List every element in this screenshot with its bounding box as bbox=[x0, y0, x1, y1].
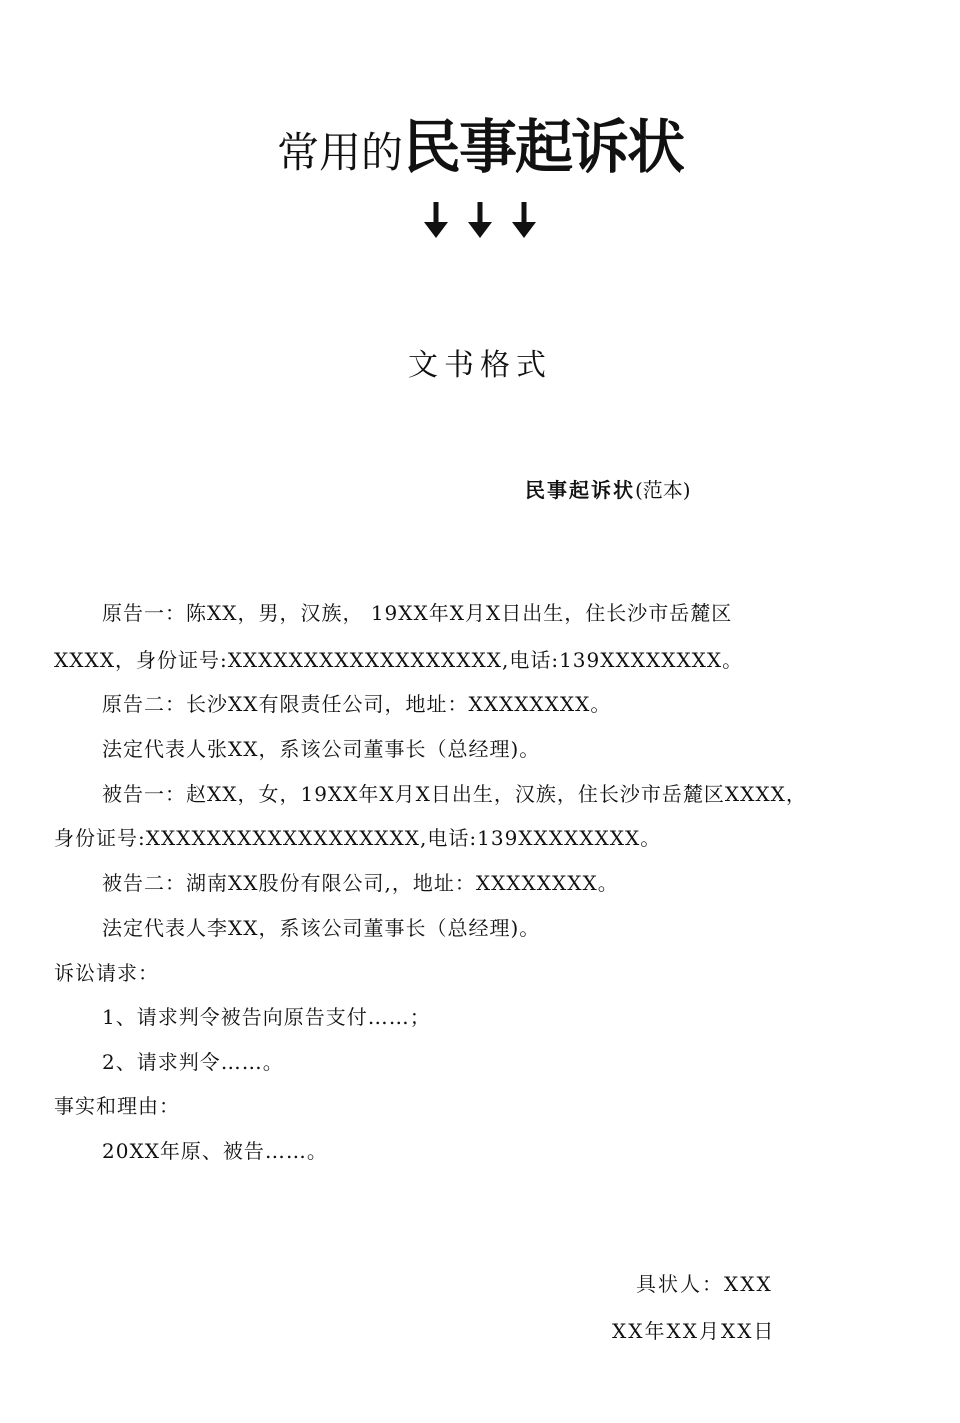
banner-title bbox=[0, 100, 960, 184]
defendant-2-representative: 法定代表人李XX，系该公司董事长（总经理)。 bbox=[102, 916, 541, 940]
banner-light-text: 常用的 bbox=[276, 128, 403, 177]
arrow-down-icon bbox=[465, 200, 495, 240]
claim-item-1: 1、请求判令被告向原告支付……； bbox=[102, 1005, 431, 1029]
document-heading-title: 民事起诉状 bbox=[525, 478, 635, 502]
plaintiff-1-line-2: XXXX，身份证号:XXXXXXXXXXXXXXXXXX,电话:139XXXXXXXX。 bbox=[54, 648, 744, 672]
document-heading bbox=[525, 474, 691, 503]
arrow-down-icon bbox=[421, 200, 451, 240]
signer-line: 具状人：XXX bbox=[636, 1272, 773, 1296]
format-title: 文书格式 bbox=[408, 348, 552, 383]
claims-heading: 诉讼请求： bbox=[54, 961, 159, 985]
defendant-1-line-1: 被告一：赵XX，女，19XX年X月X日出生，汉族，住长沙市岳麓区XXXX， bbox=[102, 782, 807, 806]
arrow-row bbox=[0, 200, 960, 240]
plaintiff-1-line-1: 原告一：陈XX，男，汉族， 19XX年X月X日出生，住长沙市岳麓区 bbox=[102, 601, 733, 625]
plaintiff-2-line: 原告二：长沙XX有限责任公司，地址：XXXXXXXX。 bbox=[102, 692, 612, 716]
facts-heading: 事实和理由： bbox=[54, 1094, 180, 1118]
facts-body: 20XX年原、被告……。 bbox=[102, 1139, 328, 1163]
plaintiff-2-representative: 法定代表人张XX，系该公司董事长（总经理)。 bbox=[102, 737, 541, 761]
date-line: XX年XX月XX日 bbox=[612, 1319, 776, 1343]
defendant-2-line: 被告二：湖南XX股份有限公司,，地址：XXXXXXXX。 bbox=[102, 871, 619, 895]
document-heading-suffix: (范本) bbox=[635, 478, 691, 502]
arrow-down-icon bbox=[509, 200, 539, 240]
defendant-1-line-2: 身份证号:XXXXXXXXXXXXXXXXXX,电话:139XXXXXXXX。 bbox=[54, 826, 662, 850]
banner-heavy-text: 民事起诉状 bbox=[403, 113, 684, 181]
claim-item-2: 2、请求判令……。 bbox=[102, 1050, 284, 1074]
